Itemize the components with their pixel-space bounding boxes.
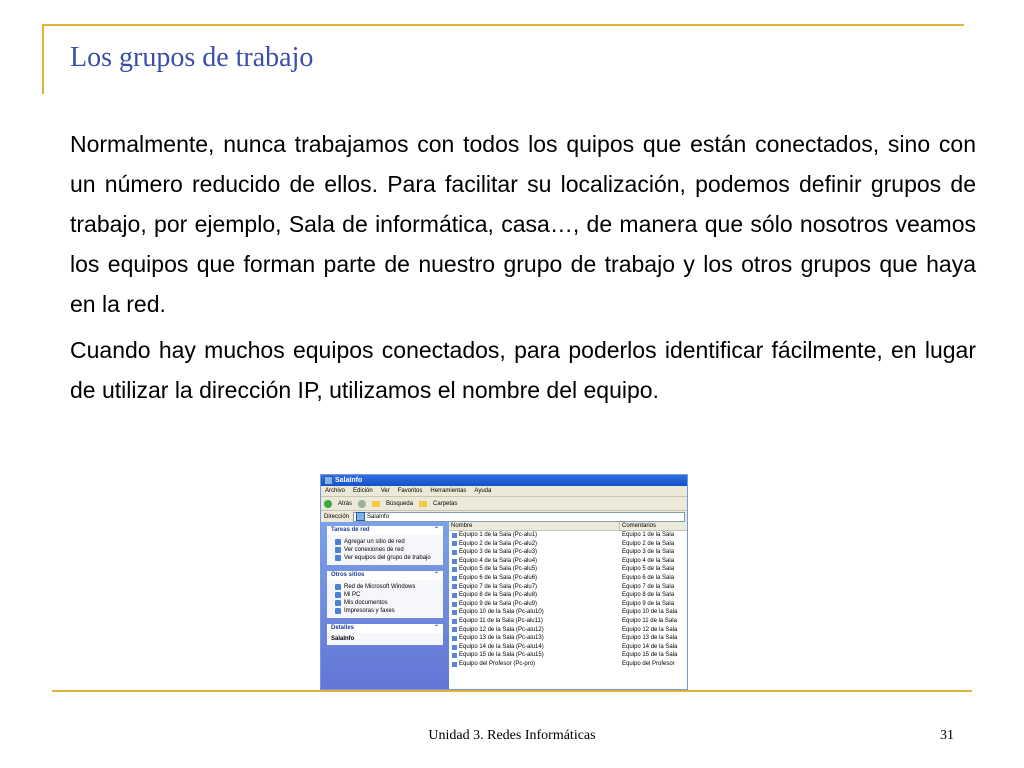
explorer-content [321,522,687,689]
computer-name: Equipo 2 de la Sala (Pc-alu2) [459,540,538,547]
menu-bar [321,486,687,497]
network-connections-icon [335,547,341,553]
computer-comment: Equipo 3 de la Sala [622,549,675,556]
computer-comment: Equipo del Profesor [622,660,675,667]
computer-name-cell [449,626,620,635]
computer-icon [452,559,457,564]
globe-icon [335,584,341,590]
computer-name-cell [449,660,620,669]
computer-comment: Equipo 4 de la Sala [622,557,675,564]
computer-icon [452,550,457,555]
task-pane [321,522,449,689]
forward-arrow-icon[interactable] [358,500,366,508]
network-tasks-panel [327,526,443,565]
computer-name-cell [449,548,620,557]
computer-name: Equipo 5 de la Sala (Pc-alu5) [459,566,538,573]
computer-name: Equipo 3 de la Sala (Pc-alu3) [459,549,538,556]
add-network-icon [335,539,341,545]
computer-icon [452,593,457,598]
computer-name: Equipo 10 de la Sala (Pc-alu10) [459,609,544,616]
computer-name: Equipo 9 de la Sala (Pc-alu9) [459,600,538,607]
computer-name: Equipo 1 de la Sala (Pc-alu1) [459,532,538,538]
window-title: SalaInfo [335,477,363,484]
details-title: Detalles [331,625,355,631]
left-accent-rule [42,24,44,94]
computer-icon [452,627,457,632]
other-places-list [327,580,443,618]
task-label: Ver equipos del grupo de trabajo [344,555,431,561]
menu-item-archivo[interactable]: Archivo [325,488,346,494]
computer-comment: Equipo 13 de la Sala [622,635,678,642]
workgroup-icon [335,555,341,561]
computer-comment: Equipo 9 de la Sala [622,600,675,607]
menu-item-favoritos[interactable]: Favoritos [397,488,423,494]
place-printers[interactable] [335,607,439,615]
list-item[interactable] [449,660,687,669]
explorer-window-screenshot [320,474,688,690]
computer-name-cell [449,591,620,600]
computer-comment: Equipo 8 de la Sala [622,592,675,599]
computer-icon [452,636,457,641]
computer-icon [452,584,457,589]
network-folder-icon [324,476,333,485]
computer-comment: Equipo 2 de la Sala [622,540,675,547]
collapse-chevron-icon[interactable]: ⌃ [433,527,439,533]
address-label: Dirección [324,513,350,520]
column-header-name[interactable]: Nombre [449,522,620,530]
collapse-chevron-icon[interactable]: ⌃ [433,625,439,631]
list-rows [449,531,687,669]
computer-name: Equipo 7 de la Sala (Pc-alu7) [459,583,538,590]
list-item[interactable] [449,557,687,566]
task-view-connections[interactable] [335,546,439,554]
computer-name-cell [449,574,620,583]
place-label: Mis documentos [344,600,388,606]
list-item[interactable] [449,643,687,652]
network-icon [356,512,365,521]
place-label: Red de Microsoft Windows [344,584,416,590]
place-label: Impresoras y faxes [344,608,395,614]
list-item[interactable] [449,583,687,592]
list-header [449,522,687,531]
network-tasks-header[interactable] [327,526,443,535]
footer-text: Unidad 3. Redes Informáticas [428,728,596,743]
task-view-workgroup[interactable] [335,554,439,562]
computer-name-cell [449,651,620,660]
documents-folder-icon [335,600,341,606]
list-item[interactable] [449,617,687,626]
computer-name: Equipo 14 de la Sala (Pc-alu14) [459,643,544,650]
computer-comment: Equipo 15 de la Sala [622,652,678,659]
bottom-accent-rule [52,690,972,692]
computer-icon [452,576,457,581]
computer-name: Equipo 11 de la Sala (Pc-alu11) [459,617,543,624]
other-places-title: Otros sitios [331,572,365,578]
place-label: Mi PC [344,592,361,598]
computer-icon [335,592,341,598]
menu-item-edicion[interactable]: Edición [353,488,373,494]
computer-comment: Equipo 6 de la Sala [622,574,675,581]
paragraph-2: Cuando hay muchos equipos conectados, para poderlos identificar fácilmente, en lugar de utilizar la dirección IP, utilizamos el nombre del equipo. [70,337,976,403]
place-my-pc[interactable] [335,591,439,599]
computer-name-cell [449,565,620,574]
back-button[interactable]: Atrás [338,500,353,507]
list-item[interactable] [449,600,687,609]
other-places-panel [327,571,443,618]
list-item[interactable] [449,634,687,643]
list-item[interactable] [449,626,687,635]
computer-comment: Equipo 11 de la Sala [622,617,677,624]
printer-icon [335,608,341,614]
address-value: SalaInfo [367,513,390,520]
computer-name-cell [449,608,620,617]
computer-name: Equipo 13 de la Sala (Pc-alu13) [459,635,544,642]
task-label: Agregar un sitio de red [344,539,405,545]
computer-comment: Equipo 1 de la Sala [622,532,675,538]
computer-icon [452,602,457,607]
computer-name: Equipo 6 de la Sala (Pc-alu6) [459,574,538,581]
computer-icon [452,541,457,546]
other-places-header[interactable] [327,571,443,580]
address-input[interactable] [353,512,685,522]
list-item[interactable] [449,651,687,660]
computer-name-cell [449,540,620,549]
up-folder-icon[interactable] [372,501,380,507]
computer-list [449,522,687,689]
details-header[interactable] [327,624,443,633]
network-tasks-title: Tareas de red [331,527,370,533]
collapse-chevron-icon[interactable]: ⌃ [433,572,439,578]
computer-name: Equipo del Profesor (Pc-pro) [459,660,536,667]
computer-name-cell [449,531,620,540]
computer-icon [452,662,457,667]
task-label: Ver conexiones de red [344,547,404,553]
network-tasks-list [327,535,443,565]
place-microsoft-network[interactable] [335,583,439,591]
menu-item-ver[interactable]: Ver [380,488,390,494]
slide-title: Los grupos de trabajo [70,42,314,73]
computer-name-cell [449,634,620,643]
menu-item-ayuda[interactable]: Ayuda [474,488,492,494]
top-accent-rule [42,24,964,26]
page-number: 31 [940,728,954,743]
computer-icon [452,567,457,572]
slide-body [70,124,976,416]
folders-button[interactable]: Carpetas [433,500,458,507]
window-title-bar [321,475,687,486]
computer-comment: Equipo 12 de la Sala [622,626,678,633]
computer-name: Equipo 15 de la Sala (Pc-alu15) [459,652,544,659]
list-item[interactable] [449,608,687,617]
menu-item-herramientas[interactable]: Herramientas [430,488,467,494]
column-header-comments[interactable]: Comentarios [622,523,657,529]
details-panel [327,624,443,645]
toolbar [321,497,687,511]
task-add-network-place[interactable] [335,538,439,546]
computer-name: Equipo 8 de la Sala (Pc-alu8) [459,592,538,599]
computer-name-cell [449,557,620,566]
computer-name-cell [449,617,620,626]
folders-icon[interactable] [419,501,427,507]
back-arrow-icon[interactable] [324,500,332,508]
computer-icon [452,645,457,650]
computer-comment: Equipo 5 de la Sala [622,566,675,573]
search-button[interactable]: Búsqueda [386,500,414,507]
computer-icon [452,653,457,658]
computer-comment: Equipo 10 de la Sala [622,609,678,616]
computer-icon [452,610,457,615]
place-my-documents[interactable] [335,599,439,607]
list-item[interactable] [449,540,687,549]
computer-name-cell [449,583,620,592]
list-item[interactable] [449,565,687,574]
list-item[interactable] [449,591,687,600]
computer-name: Equipo 4 de la Sala (Pc-alu4) [459,557,538,564]
list-item[interactable] [449,548,687,557]
computer-name-cell [449,600,620,609]
list-item[interactable] [449,574,687,583]
computer-name: Equipo 12 de la Sala (Pc-alu12) [459,626,544,633]
computer-name-cell [449,643,620,652]
paragraph-1: Normalmente, nunca trabajamos con todos los quipos que están conectados, sino con un número reducido de ellos. Para facilitar su localización, podemos definir grupos de trabajo, por ejemplo, Sala de informática, casa…, de manera que sólo nosotros veamos los equipos que forman parte de nuestro grupo de trabajo y los otros grupos que haya en la red. [70,131,976,317]
details-name: SalaInfo [331,636,355,642]
computer-comment: Equipo 14 de la Sala [622,643,678,650]
computer-comment: Equipo 7 de la Sala [622,583,675,590]
computer-icon [452,619,457,624]
list-item[interactable] [449,531,687,540]
computer-icon [452,533,457,538]
